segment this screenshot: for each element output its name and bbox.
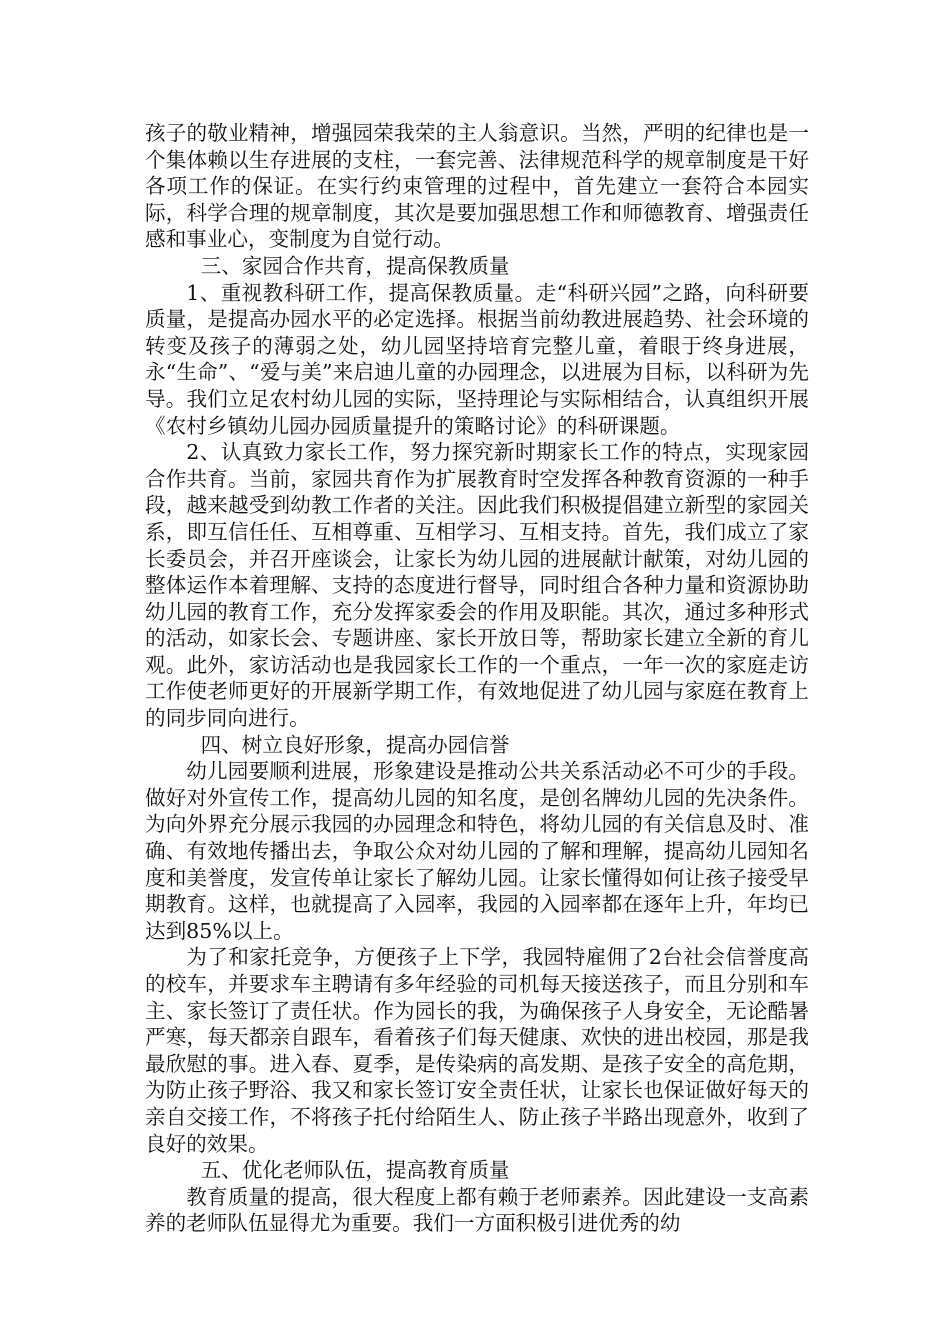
paragraph-research: 1、重视教科研工作，提高保教质量。走“科研兴园”之路，向科研要质量，是提高办园水平的必定选择。根据当前幼教进展趋势、社会环境的转变及孩子的薄弱之处，幼儿园坚持培育完整儿童，着眼于终身进展，永“生命”、“爱与美”来启迪儿童的办园理念，以进展为目标，以科研为先导。我们立足农村幼儿园的实际，坚持理论与实际相结合，认真组织开展《农村乡镇幼儿园办园质量提升的策略讨论》的科研课题。 (145, 280, 809, 438)
section-heading-4: 四、树立良好形象，提高办园信誉 (200, 732, 510, 757)
paragraph-discipline: 孩子的敬业精神，增强园荣我荣的主人翁意识。当然，严明的纪律也是一个集体赖以生存进展的支柱，一套完善、法律规范科学的规章制度是干好各项工作的保证。在实行约束管理的过程中，首先建立一套符合本园实际，科学合理的规章制度，其次是要加强思想工作和师德教育、增强责任感和事业心，变制度为自觉行动。 (145, 121, 809, 252)
section-heading-3: 三、家园合作共育，提高保教质量 (200, 253, 510, 278)
paragraph-school-bus: 为了和家托竞争，方便孩子上下学，我园特雇佣了2台社会信誉度高的校车，并要求车主聘请有多年经验的司机每天接送孩子，而且分别和车主、家长签订了责任状。作为园长的我，为确保孩子人身安全，无论酷暑严寒，每天都亲自跟车，看着孩子们每天健康、欢快的进出校园，那是我最欣慰的事。进入春、夏季，是传染病的高发期、是孩子安全的高危期，为防止孩子野浴、我又和家长签订安全责任状，让家长也保证做好每天的亲自交接工作，不将孩子托付给陌生人、防止孩子半路出现意外，收到了良好的效果。 (145, 945, 809, 1156)
paragraph-parents: 2、认真致力家长工作，努力探究新时期家长工作的特点，实现家园合作共育。当前，家园共育作为扩展教育时空发挥各种教育资源的一种手段，越来越受到幼教工作者的关注。因此我们积极提倡建立新型的家园关系，即互信任任、互相尊重、互相学习、互相支持。首先，我们成立了家长委员会，并召开座谈会，让家长为幼儿园的进展献计献策，对幼儿园的整体运作本着理解、支持的态度进行督导，同时组合各种力量和资源协助幼儿园的教育工作，充分发挥家委会的作用及职能。其次，通过多种形式的活动，如家长会、专题讲座、家长开放日等，帮助家长建立全新的育儿观。此外，家访活动也是我园家长工作的一个重点，一年一次的家庭走访工作使老师更好的开展新学期工作，有效地促进了幼儿园与家庭在教育上的同步同向进行。 (145, 440, 809, 731)
document-page (145, 120, 809, 1237)
section-heading-5: 五、优化老师队伍，提高教育质量 (200, 1158, 510, 1183)
paragraph-teachers: 教育质量的提高，很大程度上都有赖于老师素养。因此建设一支高素养的老师队伍显得尤为重要。我们一方面积极引进优秀的幼 (145, 1184, 809, 1236)
paragraph-image-building: 幼儿园要顺利进展，形象建设是推动公共关系活动必不可少的手段。做好对外宣传工作，提高幼儿园的知名度，是创名牌幼儿园的先决条件。为向外界充分展示我园的办园理念和特色，将幼儿园的有关信息及时、准确、有效地传播出去，争取公众对幼儿园的了解和理解，提高幼儿园知名度和美誉度，发宣传单让家长了解幼儿园。让家长懂得如何让孩子接受早期教育。这样，也就提高了入园率，我园的入园率都在逐年上升，年均已达到85%以上。 (145, 759, 809, 943)
